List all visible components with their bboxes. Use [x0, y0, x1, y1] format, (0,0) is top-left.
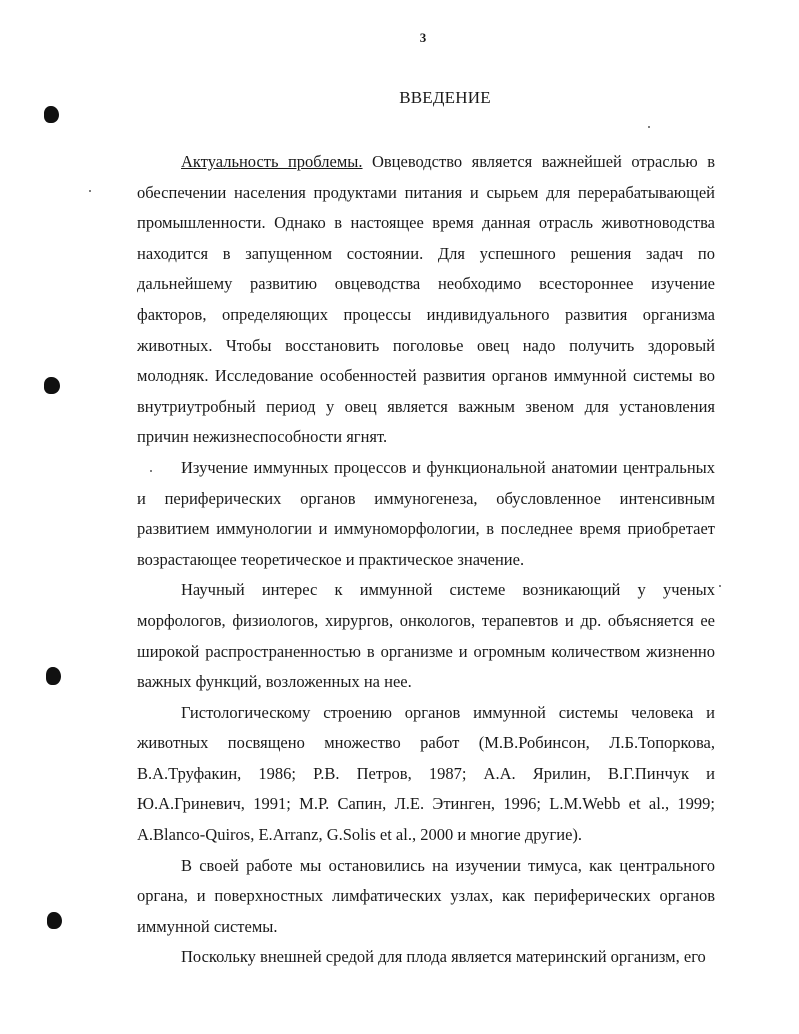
page-number: 3 — [419, 30, 427, 45]
binder-hole-mark — [46, 667, 61, 685]
paragraph: В своей работе мы остановились на изучении тимуса, как центрального органа, и поверхностных лимфатических узлах, как периферических органов иммунной системы. — [137, 855, 715, 936]
paragraph: Гистологическому строению органов иммунной системы человека и животных посвящено множество работ (М.В.Робинсон, Л.Б.Топоркова, В.А.Труфакин, 1986; Р.В. Петров, 1987; А.А. Ярилин, В.Г.Пинчук и Ю.А.Гриневич, 1991; М.Р. Сапин, Л.Е. Этинген, 1996; L.M.Webb et al., 1999; A.Blanco-Quiros, E.Arranz, G.Solis et al., 2000 и многие другие). — [137, 702, 715, 845]
scan-speck — [150, 470, 152, 472]
scan-speck — [648, 126, 650, 128]
binder-hole-mark — [44, 377, 60, 394]
body-text — [137, 147, 715, 973]
binder-hole-mark — [47, 912, 62, 929]
page-title: ВВЕДЕНИЕ — [399, 88, 491, 107]
paragraph: Изучение иммунных процессов и функциональной анатомии центральных и периферических органов иммуногенеза, обусловленное интенсивным развитием иммунологии и иммуноморфологии, в последнее время приобретает возрастающее теоретическое и практическое значение. — [137, 457, 715, 569]
paragraph-text: Овцеводство является важнейшей отраслью в обеспечении населения продуктами питания и сырьем для перерабатывающей промышленности. Однако в настоящее время данная отрасль животноводства находится в запущенном состоянии. Для успешного решения задач по дальнейшему развитию овцеводства необходимо всестороннее изучение факторов, определяющих процессы индивидуального развития организма животных. Чтобы восстановить поголовье овец надо получить здоровый молодняк. Исследование особенностей развития органов иммунной системы во внутриутробный период у овец является важным звеном для установления причин нежизнеспособности ягнят. — [137, 152, 715, 447]
paragraph-relevance — [137, 147, 715, 453]
scan-speck — [719, 585, 721, 587]
paragraph: Научный интерес к иммунной системе возникающий у ученых морфологов, физиологов, хирургов, онкологов, терапевтов и др. объясняется ее широкой распространенностью в организме и огромным количеством жизненно важных функций, возложенных на нее. — [137, 580, 715, 692]
paragraph-lead: Актуальность проблемы. — [181, 152, 363, 171]
paragraph: Поскольку внешней средой для плода является материнский организм, его — [181, 947, 706, 967]
binder-hole-mark — [44, 106, 59, 123]
scan-speck — [89, 190, 91, 192]
